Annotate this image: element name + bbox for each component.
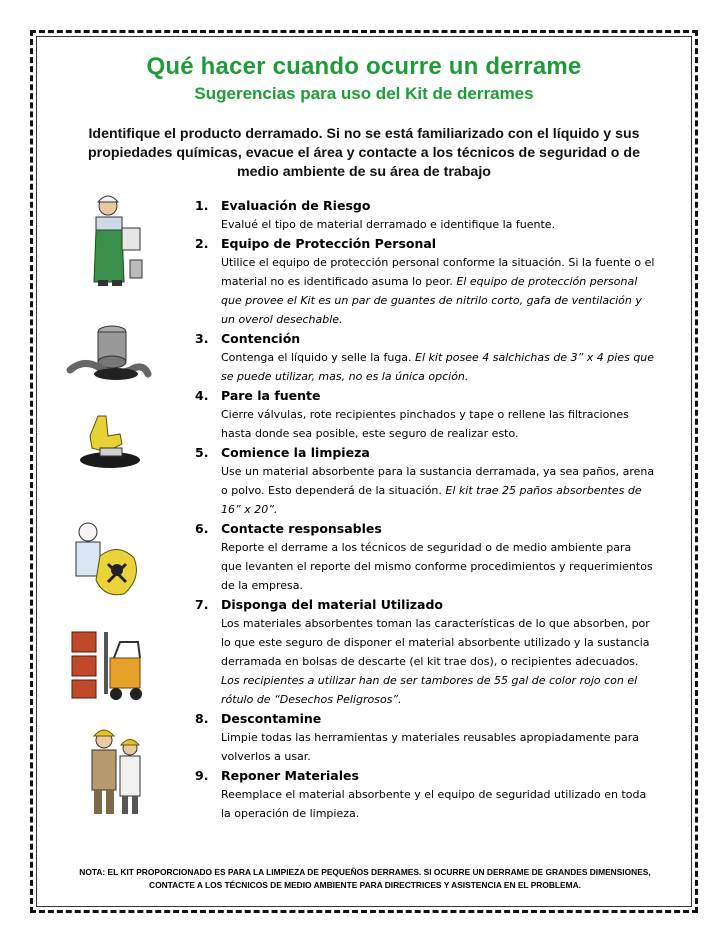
biohazard-bag-icon [60, 516, 144, 600]
step-text-plain: Reporte el derrame a los técnicos de seguridad o de medio ambiente para que levanten el reporte del mismo conforme procedimientos y requerimientos de la empresa. [221, 541, 653, 592]
step-text-plain: Cierre válvulas, rote recipientes pinchados y tape o rellene las filtraciones hasta donde sea posible, este seguro de realizar esto. [221, 408, 629, 440]
step-item [195, 443, 655, 519]
step-number: 7. [195, 597, 209, 612]
step-title: Comience la limpieza [221, 445, 370, 460]
step-heading [195, 519, 655, 538]
step-text [221, 405, 655, 443]
step-number: 9. [195, 768, 209, 783]
step-text [221, 614, 655, 709]
step-heading [195, 443, 655, 462]
step-heading [195, 709, 655, 728]
step-title: Disponga del material Utilizado [221, 597, 443, 612]
step-number: 1. [195, 198, 209, 213]
step-title: Reponer Materiales [221, 768, 359, 783]
step-number: 3. [195, 331, 209, 346]
step-title: Descontamine [221, 711, 322, 726]
step-text [221, 538, 655, 595]
step-heading [195, 329, 655, 348]
step-text-plain: Los materiales absorbentes toman las características de lo que absorben, por lo que este seguro de disponer el material absorbente utilizado y la sustancia derramada en bolsas de descarte (el kit trae dos), o recipientes adecuados. [221, 617, 650, 668]
steps-list [195, 196, 655, 823]
step-item [195, 386, 655, 443]
hazmat-worker-icon [78, 190, 148, 290]
step-item [195, 709, 655, 766]
step-text-plain: Use un material absorbente para la sustancia derramada, ya sea paños, arena o polvo. Esto dependerá de la situación. [221, 465, 655, 497]
step-title: Contención [221, 331, 301, 346]
step-text-plain: Reemplace el material absorbente y el equipo de seguridad utilizado en toda la operación de limpieza. [221, 788, 647, 820]
step-title: Contacte responsables [221, 521, 382, 536]
spill-barrel-icon [64, 318, 152, 390]
step-text-emphasis: El kit posee 4 salchichas de 3” x 4 pies que se puede utilizar, mas, no es la única opción. [221, 351, 655, 383]
page-subtitle: Sugerencias para uso del Kit de derrames [194, 84, 534, 103]
step-item [195, 329, 655, 386]
intro-paragraph: Identifique el producto derramado. Si no se está familiarizado con el líquido y sus propiedades químicas, evacue el área y contacte a los técnicos de seguridad o de medio ambiente de su área de trabajo [88, 126, 640, 180]
forklift-icon [68, 622, 150, 704]
step-text [221, 728, 655, 766]
safety-workers-icon [80, 722, 150, 818]
glove-cleanup-icon [70, 410, 146, 470]
step-text-plain: Contenga el líquido y selle la fuga. [221, 351, 416, 364]
step-title: Evaluación de Riesgo [221, 198, 371, 213]
step-text [221, 215, 655, 234]
step-item [195, 519, 655, 595]
step-item [195, 595, 655, 709]
step-text-emphasis: Los recipientes a utilizar han de ser tambores de 55 gal de color rojo con el rótulo de “Desechos Peligrosos”. [221, 674, 638, 706]
step-item [195, 234, 655, 329]
step-text [221, 348, 655, 386]
step-number: 5. [195, 445, 209, 460]
step-text [221, 785, 655, 823]
step-item [195, 196, 655, 234]
step-text-plain: Utilice el equipo de protección personal conforme la situación. Si la fuente o el material no es identificado asuma lo peor. [221, 256, 655, 288]
step-title: Equipo de Protección Personal [221, 236, 437, 251]
step-heading [195, 766, 655, 785]
page-title: Qué hacer cuando ocurre un derrame [146, 53, 582, 80]
step-number: 2. [195, 236, 209, 251]
step-heading [195, 595, 655, 614]
step-title: Pare la fuente [221, 388, 321, 403]
step-heading [195, 196, 655, 215]
step-heading [195, 386, 655, 405]
step-item [195, 766, 655, 823]
step-number: 8. [195, 711, 209, 726]
step-text-plain: Evalué el tipo de material derramado e identifique la fuente. [221, 218, 556, 231]
step-heading [195, 234, 655, 253]
step-number: 6. [195, 521, 209, 536]
step-text [221, 462, 655, 519]
step-text [221, 253, 655, 329]
step-text-emphasis: El equipo de protección personal que provee el Kit es un par de guantes de nitrilo corto, gafa de ventilación y un overol desechable. [221, 275, 642, 326]
step-text-plain: Limpie todas las herramientas y materiales reusables apropiadamente para volverlos a usar. [221, 731, 640, 763]
step-text-emphasis: El kit trae 25 paños absorbentes de 16” x 20”. [221, 484, 642, 516]
step-number: 4. [195, 388, 209, 403]
footer-note: NOTA: EL KIT PROPORCIONADO ES PARA LA LIMPIEZA DE PEQUEÑOS DERRAMES. SI OCURRE UN DERRAME DE GRANDES DIMENSIONES, CONTACTE A LOS TÉCNICOS DE MEDIO AMBIENTE PARA DIRECTRICES Y ASISTENCIA EN EL PROBLEMA. [79, 867, 651, 890]
